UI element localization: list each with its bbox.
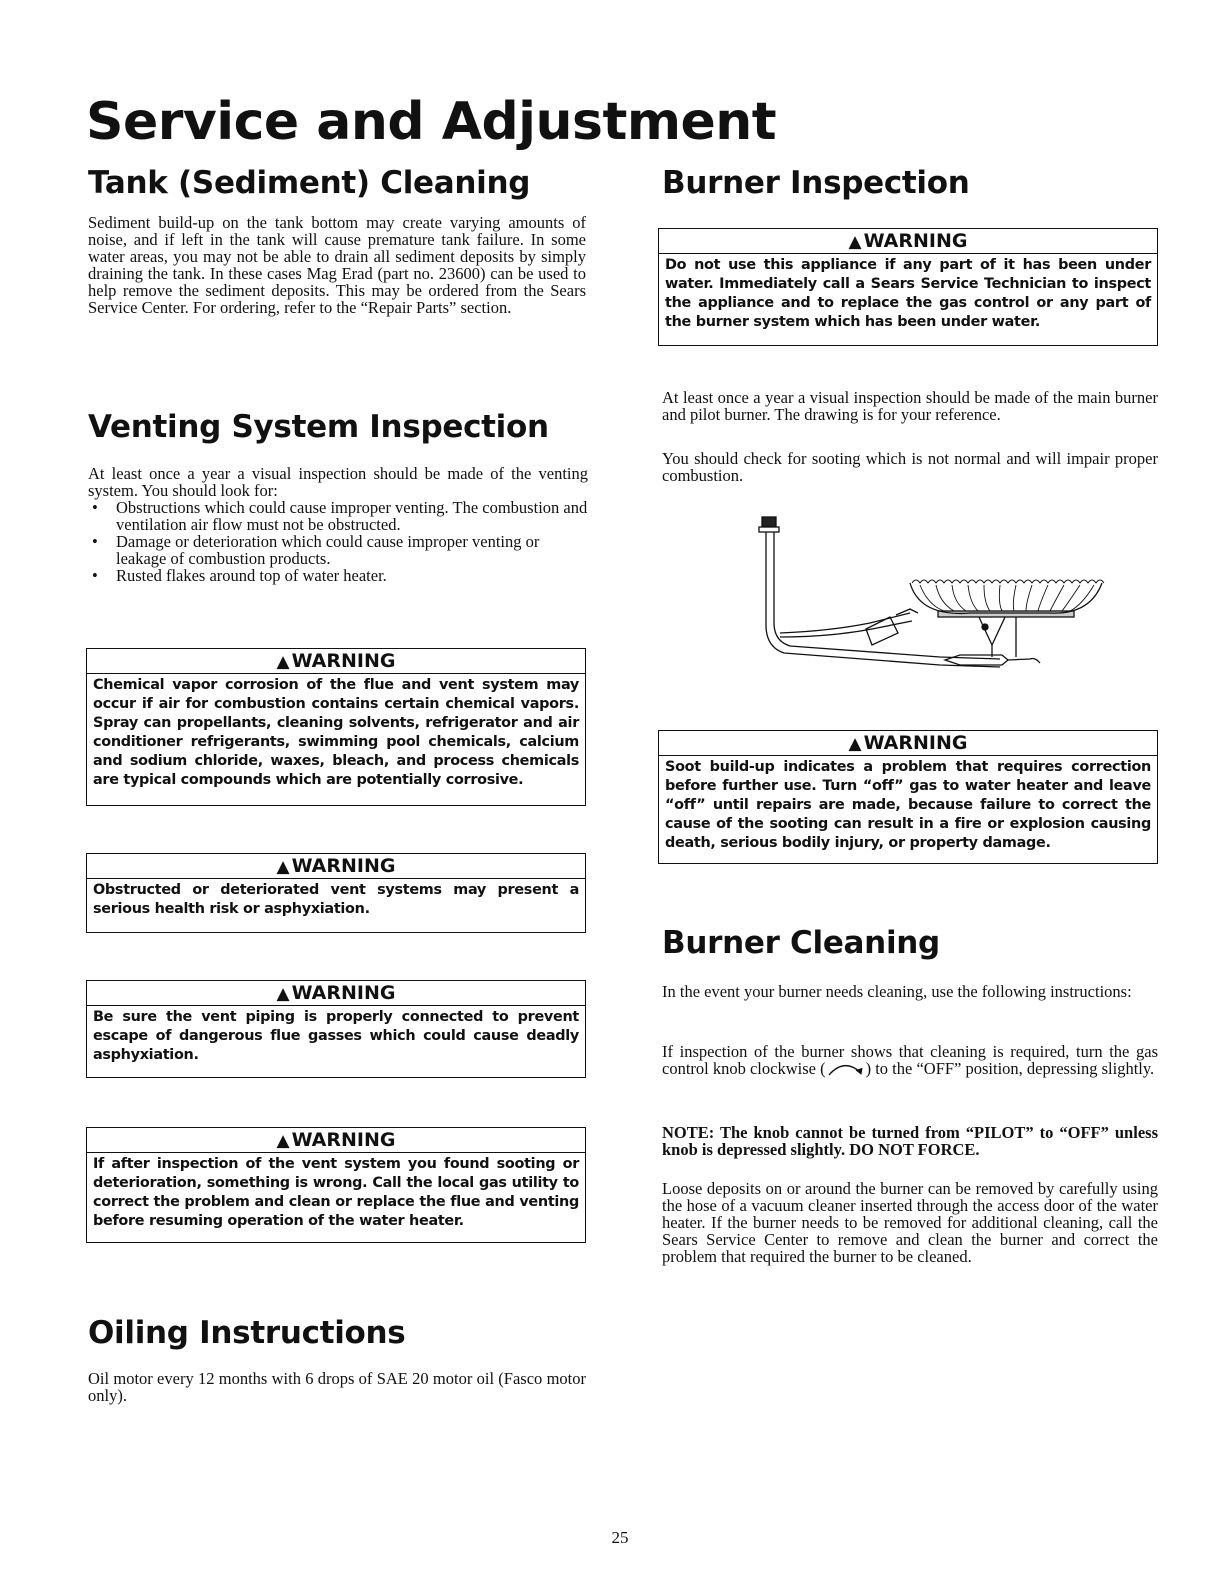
warning-triangle-icon: ▲ bbox=[276, 1131, 290, 1151]
warning-triangle-icon: ▲ bbox=[276, 984, 290, 1004]
warning-header: ▲ WARNING bbox=[87, 649, 585, 674]
warning-header: ▲ WARNING bbox=[87, 981, 585, 1006]
bullet-icon: • bbox=[92, 532, 98, 551]
burner-cleaning-paragraph-2: If inspection of the burner shows that cleaning is required, turn the gas control knob clockwise ( ) to the “OFF” position, depressing slightly. bbox=[662, 1042, 1158, 1078]
warning-text: Soot build-up indicates a problem that requires correction before further use. Turn “off” gas to water heater and leave “off” until repairs are made, because failure to correct the cause of the sooting can result in a fire or explosion causing death, serious bodily injury, or property damage. bbox=[665, 759, 1151, 851]
warning-header: ▲ WARNING bbox=[659, 229, 1157, 254]
venting-checklist-item: • Damage or deterioration which could cause improper venting or leakage of combustion products. bbox=[92, 532, 540, 568]
venting-checklist-item: • Obstructions which could cause improper venting. The combustion and ventilation air flow must not be obstructed. bbox=[92, 498, 588, 534]
burner-cleaning-paragraph-3: Loose deposits on or around the burner can be removed by carefully using the hose of a vacuum cleaner inserted through the access door of the water heater. If the burner needs to be removed for additional cleaning, call the Sears Service Center to remove and clean the burner and correct the problem that required the burner to be cleaned. bbox=[662, 1179, 1158, 1266]
warning-box-soot-buildup bbox=[658, 730, 1158, 864]
warning-box-chemical-vapor bbox=[86, 648, 586, 806]
burner-assembly-drawing bbox=[740, 505, 1110, 675]
warning-triangle-icon: ▲ bbox=[848, 232, 862, 252]
warning-header: ▲ WARNING bbox=[659, 731, 1157, 756]
page-title: Service and Adjustment bbox=[86, 92, 777, 152]
burner-cleaning-heading: Burner Cleaning bbox=[662, 925, 940, 961]
warning-triangle-icon: ▲ bbox=[276, 857, 290, 877]
oiling-paragraph: Oil motor every 12 months with 6 drops of SAE 20 motor oil (Fasco motor only). bbox=[88, 1369, 586, 1405]
warning-text: Be sure the vent piping is properly connected to prevent escape of dangerous flue gasses which could cause deadly asphyxiation. bbox=[93, 1009, 579, 1063]
warning-box-under-water bbox=[658, 228, 1158, 346]
warning-triangle-icon: ▲ bbox=[848, 734, 862, 754]
tank-cleaning-heading: Tank (Sediment) Cleaning bbox=[88, 165, 531, 201]
warning-text: Do not use this appliance if any part of it has been under water. Immediately call a Sears Service Technician to inspect the appliance and to replace the gas control or any part of the burner system which has been under water. bbox=[665, 257, 1151, 330]
bullet-icon: • bbox=[92, 566, 98, 585]
warning-header: ▲ WARNING bbox=[87, 1128, 585, 1153]
burner-inspection-paragraph-2: You should check for sooting which is not normal and will impair proper combustion. bbox=[662, 449, 1158, 485]
burner-cleaning-note: NOTE: The knob cannot be turned from “PILOT” to “OFF” unless knob is depressed slightly. DO NOT FORCE. bbox=[662, 1123, 1158, 1159]
warning-triangle-icon: ▲ bbox=[276, 652, 290, 672]
burner-inspection-heading: Burner Inspection bbox=[662, 165, 970, 201]
oiling-heading: Oiling Instructions bbox=[88, 1315, 406, 1351]
venting-inspection-intro: At least once a year a visual inspection should be made of the venting system. You should look for: bbox=[88, 464, 588, 500]
warning-text: Obstructed or deteriorated vent systems may present a serious health risk or asphyxiation. bbox=[93, 882, 579, 917]
tank-cleaning-paragraph: Sediment build-up on the tank bottom may create varying amounts of noise, and if left in the tank will cause premature tank failure. In some water areas, you may not be able to drain all sediment deposits by simply draining the tank. In these cases Mag Erad (part no. 23600) can be used to help remove the sediment deposits. This may be ordered from the Sears Service Center. For ordering, refer to the “Repair Parts” section. bbox=[88, 213, 586, 317]
warning-box-obstructed-vent bbox=[86, 853, 586, 933]
venting-inspection-heading: Venting System Inspection bbox=[88, 409, 549, 445]
page-number: 25 bbox=[611, 1528, 629, 1547]
burner-inspection-paragraph-1: At least once a year a visual inspection should be made of the main burner and pilot burner. The drawing is for your reference. bbox=[662, 388, 1158, 424]
clockwise-arrow-icon bbox=[826, 1060, 866, 1076]
venting-checklist-item: • Rusted flakes around top of water heater. bbox=[92, 566, 387, 585]
warning-box-sooting bbox=[86, 1127, 586, 1243]
burner-cleaning-paragraph-1: In the event your burner needs cleaning, use the following instructions: bbox=[662, 982, 1132, 1001]
venting-checklist bbox=[88, 499, 588, 584]
warning-text: Chemical vapor corrosion of the flue and vent system may occur if air for combustion contains certain chemical vapors. Spray can propellants, cleaning solvents, refrigerator and air conditioner refrigerants, swimming pool chemicals, calcium and sodium chloride, waxes, bleach, and process chemicals are typical compounds which are potentially corrosive. bbox=[93, 677, 579, 788]
warning-header: ▲ WARNING bbox=[87, 854, 585, 879]
bullet-icon: • bbox=[92, 498, 98, 517]
warning-box-vent-piping bbox=[86, 980, 586, 1078]
warning-text: If after inspection of the vent system you found sooting or deterioration, something is wrong. Call the local gas utility to correct the problem and clean or replace the flue and venting before resuming operation of the water heater. bbox=[93, 1156, 579, 1229]
